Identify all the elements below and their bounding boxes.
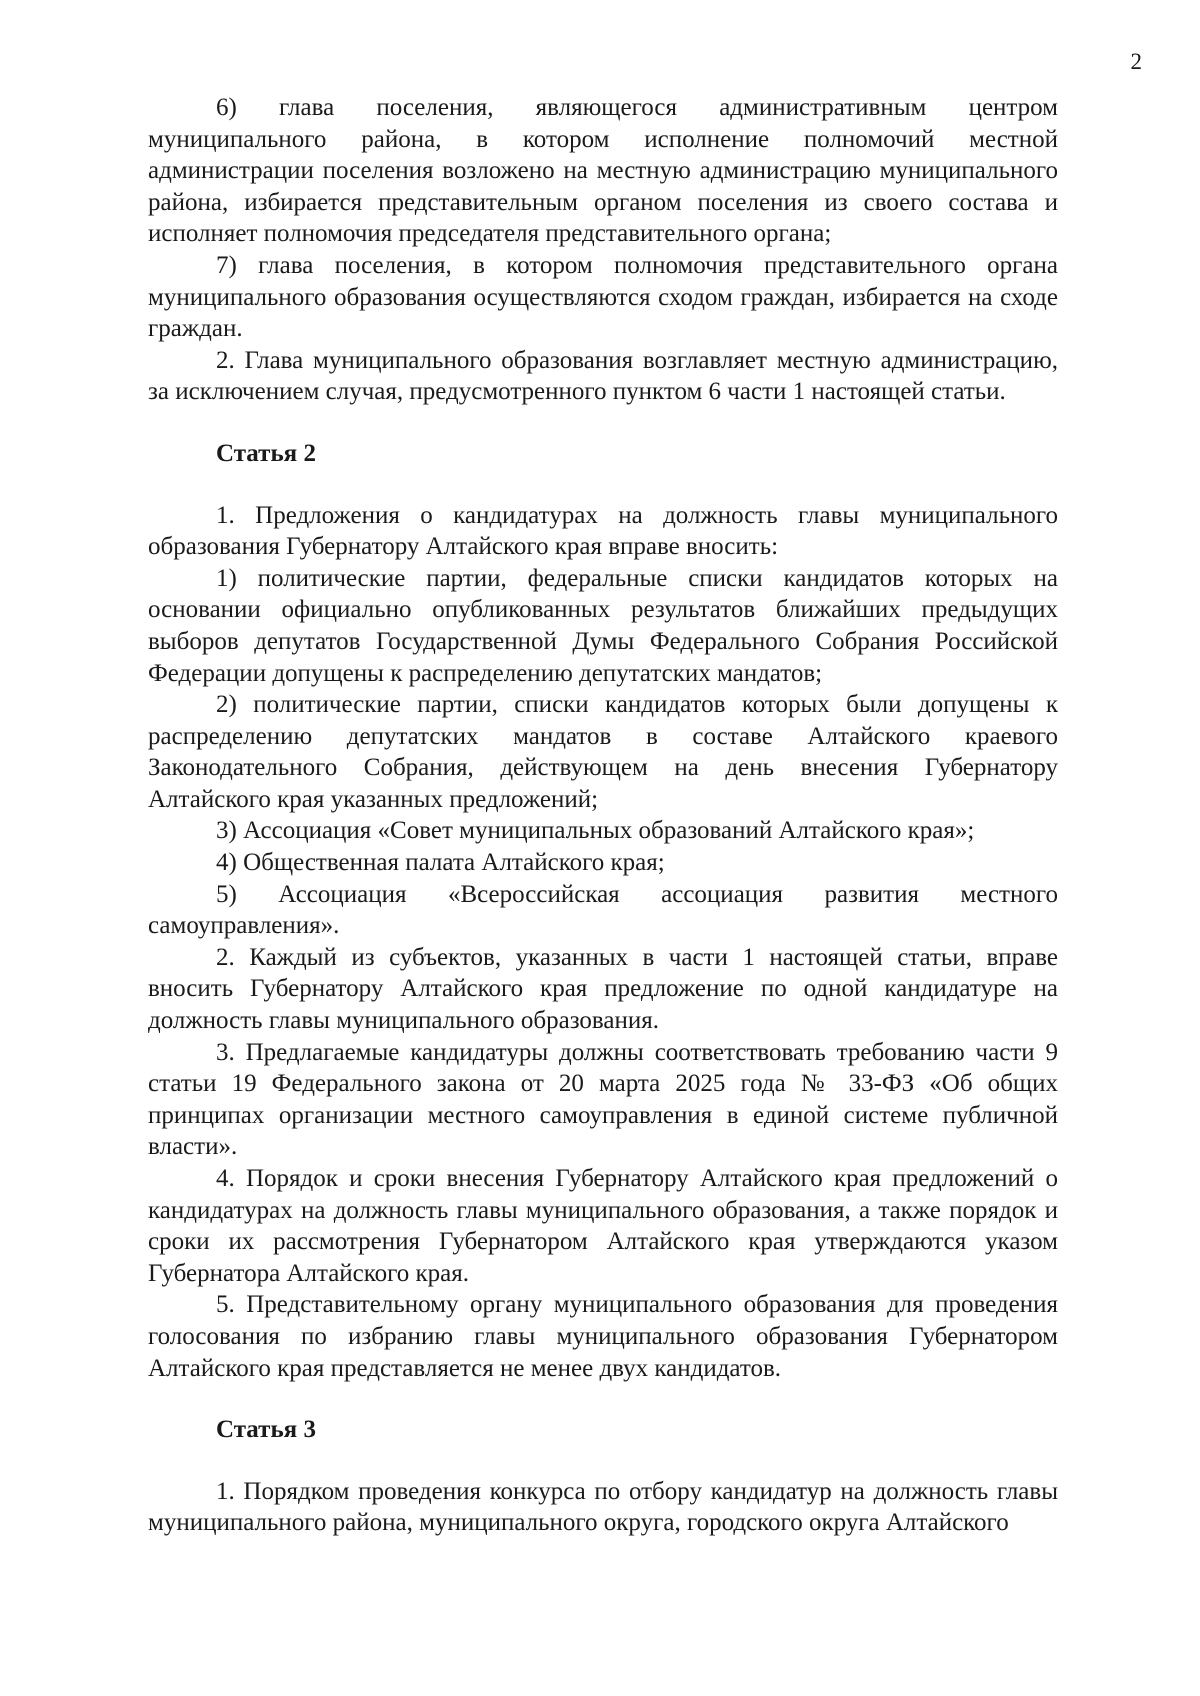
paragraph-part-2: 2. Глава муниципального образования возглавляет местную администрацию, за исключением случая, предусмотренного пунктом 6 части 1 настоящей статьи. xyxy=(148,346,1058,406)
article-2-paragraph-2: 2. Каждый из субъектов, указанных в части 1 настоящей статьи, вправе вносить Губернатору Алтайского края предложение по одной кандидатуре на должность главы муниципального образования. xyxy=(148,943,1058,1035)
article-2-paragraph-4: 4. Порядок и сроки внесения Губернатору Алтайского края предложений о кандидатурах на должность главы муниципального образования, а также порядок и сроки их рассмотрения Губернатором Алтайского края утверждаются указом Губернатора Алтайского края. xyxy=(148,1165,1058,1287)
article-3-heading: Статья 3 xyxy=(216,1416,316,1444)
article-2-item-4: 4) Общественная палата Алтайского края; xyxy=(216,849,665,877)
paragraph-item-7: 7) глава поселения, в котором полномочия представительного органа муниципального образования осуществляются сходом граждан, избирается на сходе граждан. xyxy=(148,251,1058,343)
article-2-item-1: 1) политические партии, федеральные списки кандидатов которых на основании официально опубликованных результатов ближайших предыдущих выборов депутатов Государственной Думы Федерального Собрания Российской Федерации допущены к распределению депутатских мандатов; xyxy=(148,564,1058,687)
article-2-paragraph-3: 3. Предлагаемые кандидатуры должны соответствовать требованию части 9 статьи 19 Федерального закона от 20 марта 2025 года № 33-ФЗ «Об общих принципах организации местного самоуправления в единой системе публичной власти». xyxy=(148,1038,1058,1161)
article-2-item-3: 3) Ассоциация «Совет муниципальных образований Алтайского края»; xyxy=(216,817,975,845)
article-2-item-2: 2) политические партии, списки кандидатов которых были допущены к распределению депутатских мандатов в составе Алтайского краевого Законодательного Собрания, действующем на день внесения Губернатору Алтайского края указанных предложений; xyxy=(148,691,1058,813)
article-2-paragraph-5: 5. Представительному органу муниципального образования для проведения голосования по избранию главы муниципального образования Губернатором Алтайского края представляется не менее двух кандидатов. xyxy=(148,1291,1058,1382)
paragraph-item-6: 6) глава поселения, являющегося административным центром муниципального района, в котором исполнение полномочий местной администрации поселения возложено на местную администрацию муниципального района, избирается представительным органом поселения из своего состава и исполняет полномочия председателя представительного органа; xyxy=(148,94,1058,248)
article-2-paragraph-1: 1. Предложения о кандидатурах на должность главы муниципального образования Губернатору Алтайского края вправе вносить: xyxy=(148,501,1058,561)
page-number: 2 xyxy=(1130,49,1142,74)
article-2-heading: Статья 2 xyxy=(216,439,316,467)
article-2-item-5: 5) Ассоциация «Всероссийская ассоциация развития местного самоуправления». xyxy=(148,880,1058,940)
document-body xyxy=(148,92,1058,1539)
article-3-paragraph-1: 1. Порядком проведения конкурса по отбору кандидатур на должность главы муниципального района, муниципального округа, городского округа Алтайского xyxy=(148,1477,1058,1537)
